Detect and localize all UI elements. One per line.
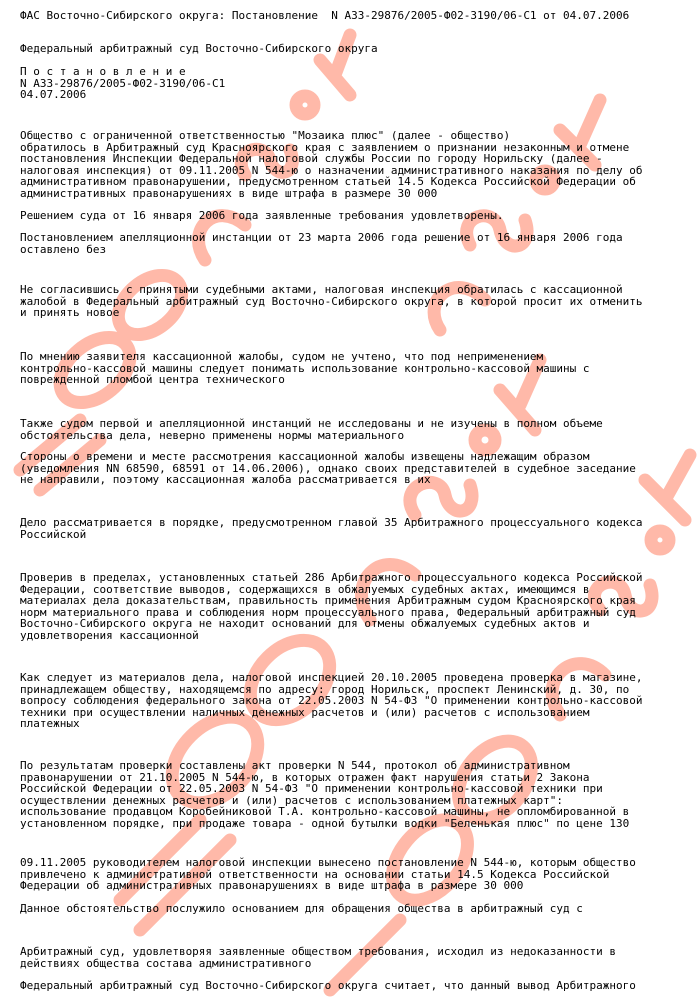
paragraph: Проверив в пределах, установленных статьей 286 Арбитражного процессуального кодекса Российской Федерации, соответствие выводов, содержащихся в обжалуемых судебных актах, имеющимся в материалах дела доказательствам, правильность применения Арбитражным судом Красноярского края норм материального права и соблюдения норм процессуального права, Федеральный арбитражный суд Восточно-Сибирского округа не находит оснований для отмены обжалуемых судебных актов и удовлетворения кассационной: [20, 571, 643, 642]
paragraph: Как следует из материалов дела, налоговой инспекцией 20.10.2005 проведена проверка в магазине, принадлежащем обществу, находящемся по адресу: город Норильск, проспект Ленинский, д. 30, по вопросу соблюдения федерального закона от 22.05.2003 N 54-ФЗ "О применении контрольно-кассовой техники при осуществлении наличных денежных расчетов и (или) расчетов с использованием платежных: [20, 671, 643, 730]
paragraph: Стороны о времени и месте рассмотрения кассационной жалобы извещены надлежащим образом (уведомления NN 68590, 68591 от 14.06.2006), однако своих представителей в судебное заседание не направили, поэтому кассационная жалоба рассматривается в их: [20, 450, 636, 486]
paragraph: Дело рассматривается в порядке, предусмотренном главой 35 Арбитражного процессуального кодекса Российской: [20, 516, 643, 541]
paragraph: Постановлением апелляционной инстанции от 23 марта 2006 года решение от 16 января 2006 года оставлено без: [20, 231, 623, 256]
paragraph: Федеральный арбитражный суд Восточно-Сибирского округа считает, что данный вывод Арбитражного: [20, 979, 636, 992]
paragraph: По результатам проверки составлены акт проверки N 544, протокол об административном правонарушении от 21.10.2005 N 544-ю, в которых отражен факт нарушения статьи 2 Закона Российской Федерации от 22.05.2003 N 54-ФЗ "О применении контрольно-кассовой техники при осуществлении денежных расчетов и (или) расчетов с использованием платежных карт": использование продавцом Коробейниковой Т.А. контрольно-кассовой машины, не опломбированной в установленном порядке, при продаже товара - одной бутылки водки "Беленькая плюс" по цене 130: [20, 759, 630, 830]
paragraph: Решением суда от 16 января 2006 года заявленные требования удовлетворены.: [20, 209, 504, 222]
resolution-title-block: П о с т а н о в л е н и е N А33-29876/2005-Ф02-3190/06-С1 04.07.2006: [20, 65, 226, 101]
court-name: Федеральный арбитражный суд Восточно-Сибирского округа: [20, 42, 378, 55]
paragraph: Арбитражный суд, удовлетворяя заявленные обществом требования, исходил из недоказанности в действиях общества состава административного: [20, 945, 617, 970]
document-header: ФАС Восточно-Сибирского округа: Постановление N А33-29876/2005-Ф02-3190/06-С1 от 04.07.2006: [20, 9, 630, 22]
paragraph: Не согласившись с принятыми судебными актами, налоговая инспекция обратилась с кассационной жалобой в Федеральный арбитражный суд Восточно-Сибирского округа, в которой просит их отменить и принять новое: [20, 283, 643, 319]
paragraph: Общество с ограниченной ответственностью "Мозаика плюс" (далее - общество) обратилось в Арбитражный суд Красноярского края с заявлением о признании незаконным и отмене постановления Инспекции Федеральной налоговой службы России по городу Норильску (далее - налоговая инспекция) от 09.11.2005 N 544-ю о назначении административного наказания по делу об административном правонарушении, предусмотренном статьей 14.5 Кодекса Российской Федерации об административных правонарушениях в виде штрафа в размере 30 000: [20, 129, 643, 200]
paragraph: По мнению заявителя кассационной жалобы, судом не учтено, что под неприменением контрольно-кассовой машины следует понимать использование контрольно-кассовой машины с поврежденной пломбой центра технического: [20, 350, 590, 386]
paragraph: Также судом первой и апелляционной инстанций не исследованы и не изучены в полном объеме обстоятельства дела, неверно применены нормы материального: [20, 417, 603, 442]
paragraph: Данное обстоятельство послужило основанием для обращения общества в арбитражный суд с: [20, 902, 583, 915]
paragraph: 09.11.2005 руководителем налоговой инспекции вынесено постановление N 544-ю, которым общество привлечено к административной ответственности на основании статьи 14.5 Кодекса Российской Федерации об административных правонарушениях в виде штрафа в размере 30 000: [20, 856, 636, 892]
